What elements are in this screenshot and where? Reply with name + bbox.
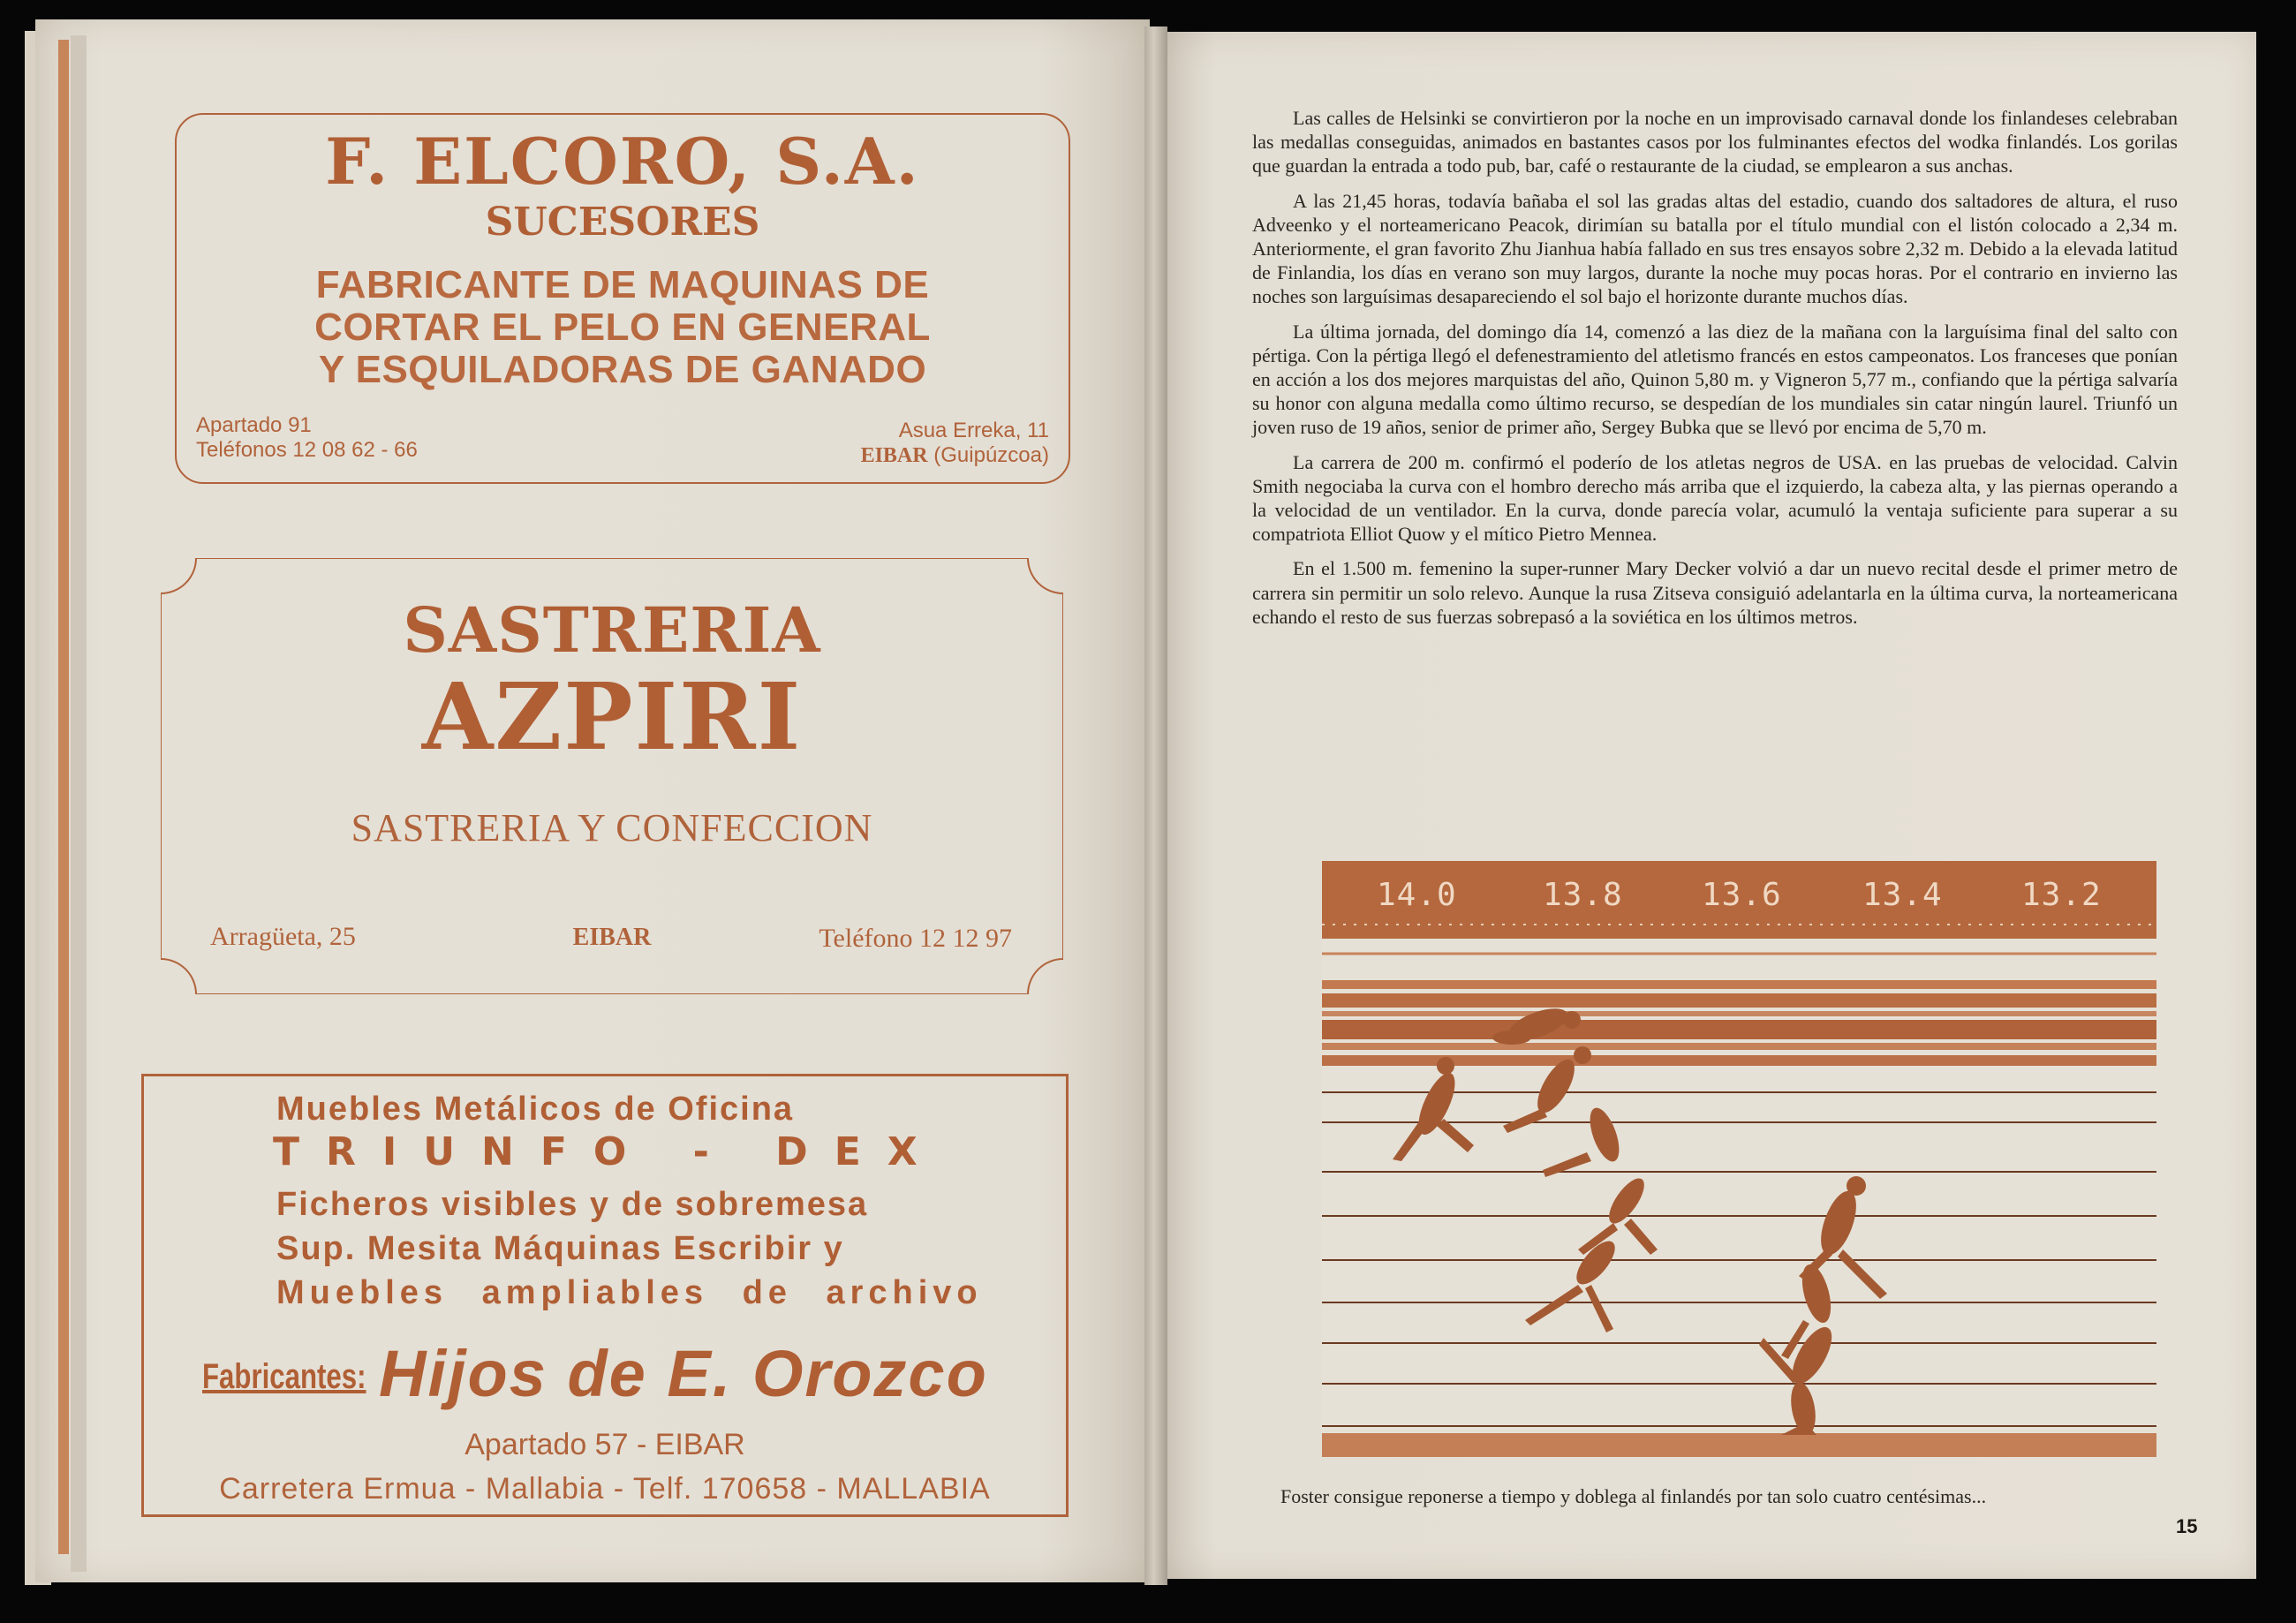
timer-label: 13.8 (1543, 877, 1623, 913)
ad-elcoro-telefonos: Teléfonos 12 08 62 - 66 (196, 438, 418, 462)
article-paragraph: La carrera de 200 m. confirmó el poderío de los atletas negros de USA. en las pruebas de velocidad. Calvin Smith negociaba la curva con el hombro derecho más arriba que el izquierdo, la cabeza alta, y las piernas operando a la velocidad de un ventilador. En la curva, donde parecía volar, acumuló la ventaja suficiente para superar a su compatriota Elliot Quow y el mítico Pietro Mennea. (1252, 450, 2178, 546)
ad-sastreria (161, 558, 1063, 994)
ad-triunfo-brand: TRIUNFO - DEX (273, 1129, 944, 1174)
ad-triunfo-line4: Sup. Mesita Máquinas Escribir y (276, 1230, 844, 1267)
ad-elcoro-line: Y ESQUILADORAS DE GANADO (318, 348, 927, 391)
ad-sastreria-phone: Teléfono 12 12 97 (819, 924, 1012, 953)
ad-triunfo-apartado: Apartado 57 - EIBAR (464, 1428, 745, 1461)
ad-elcoro-company: F. ELCORO, S.A. (325, 124, 920, 199)
article-paragraph: Las calles de Helsinki se convirtieron por la noche en un improvisado carnaval donde los finlandeses celebraban las medallas conseguidas, animados en bastantes casos por los fulminantes efectos del wodka finlandés. Los gorilas que guardan la entrada a todo pub, bar, café o restaurante de la ciudad, se emplearon a sus anchas. (1252, 107, 2178, 177)
ad-sastreria-city: EIBAR (572, 924, 652, 951)
book-spine (1144, 26, 1167, 1585)
ad-elcoro-line: CORTAR EL PELO EN GENERAL (314, 306, 931, 349)
article-paragraph: A las 21,45 horas, todavía bañaba el sol las gradas altas del estadio, cuando dos saltadores de altura, el ruso Adveenko y el norteamericano Peacok, dirimían su batalla por el título mundial con el listón colocado a 2,34 m. Anteriormente, el gran favorito Zhu Jianhua había fallado en sus tres ensayos sobre 2,32 m. Debido a la elevada latitud de Finlandia, los días en verano son muy largos, durante la noche muy pocas horas. Por el contrario en invierno las noches son larguísimas desapareciendo el sol bajo el horizonte durante muchos días. (1252, 189, 2178, 308)
article-body (1252, 106, 2178, 639)
ad-triunfo-fabricantes-name: Hijos de E. Orozco (379, 1337, 988, 1410)
ad-elcoro-subtitle: SUCESORES (485, 200, 760, 245)
ad-triunfo-fabricantes-label: Fabricantes: (202, 1357, 366, 1396)
ad-triunfo-line3: Ficheros visibles y de sobremesa (276, 1186, 869, 1223)
timer-label: 13.6 (1702, 877, 1782, 913)
article-paragraph: La última jornada, del domingo día 14, comenzó a las diez de la mañana con la larguísima final del salto con pértiga. Con la pértiga llegó el defenestramiento del atletismo francés en estos campeonatos. Los franceses que ponían en acción a los dos mejores marquistas del año, Quinon 5,80 m. y Vigneron 5,77 m., confiando que la pértiga salvaría su honor con alguna medalla como último recurso, se despedían de los mundiales sin catar ningún laurel. Triunfó un joven ruso de 19 años, senior de primer año, Sergey Bubka que se llevó por encima de 5,70 m. (1252, 320, 2178, 439)
timer-label: 13.4 (1862, 877, 1943, 913)
ad-elcoro-province: (Guipúzcoa) (933, 443, 1049, 467)
ad-sastreria-description: SASTRERIA Y CONFECCION (351, 806, 873, 849)
article-paragraph: En el 1.500 m. femenino la super-runner Mary Decker volvió a dar un nuevo recital desde el primer metro de carrera sin permitir un solo relevo. Aunque la rusa Zitseva consiguió adelantarla en la última curva, la norteamericana echando el resto de sus fuerzas sobrepasó a la soviética en los últimos metros. (1252, 557, 2178, 628)
photo-caption: Foster consigue reponerse a tiempo y doblega al finlandés por tan solo cuatro centésimas... (1280, 1485, 1987, 1507)
ad-triunfo-line5: Muebles ampliables de archivo (276, 1274, 983, 1311)
ad-elcoro-city-line (861, 443, 1049, 468)
ad-elcoro-line: FABRICANTE DE MAQUINAS DE (315, 263, 930, 306)
timer-label: 14.0 (1377, 877, 1457, 913)
runner-silhouettes (1393, 1002, 1887, 1437)
ad-triunfo-line1: Muebles Metálicos de Oficina (276, 1091, 795, 1128)
ad-sastreria-title: SASTRERIA (403, 593, 821, 667)
timer-label: 13.2 (2021, 877, 2102, 913)
photo-finish-graphic (1322, 861, 2156, 1457)
photo-finish-image (1322, 861, 2156, 1457)
ad-triunfo-carretera: Carretera Ermua - Mallabia - Telf. 170658 - MALLABIA (219, 1472, 991, 1506)
ad-elcoro (175, 113, 1070, 484)
cover-edge (58, 40, 69, 1554)
ad-elcoro-apartado: Apartado 91 (196, 413, 312, 437)
ad-elcoro-street: Asua Erreka, 11 (898, 419, 1049, 442)
ad-triunfo (141, 1074, 1069, 1517)
ad-elcoro-city: EIBAR (860, 444, 928, 467)
page-gutter-edge (71, 35, 87, 1572)
page-number: 15 (2176, 1515, 2198, 1537)
ad-sastreria-name: AZPIRI (421, 662, 803, 771)
ad-sastreria-street: Arragüeta, 25 (210, 922, 356, 951)
